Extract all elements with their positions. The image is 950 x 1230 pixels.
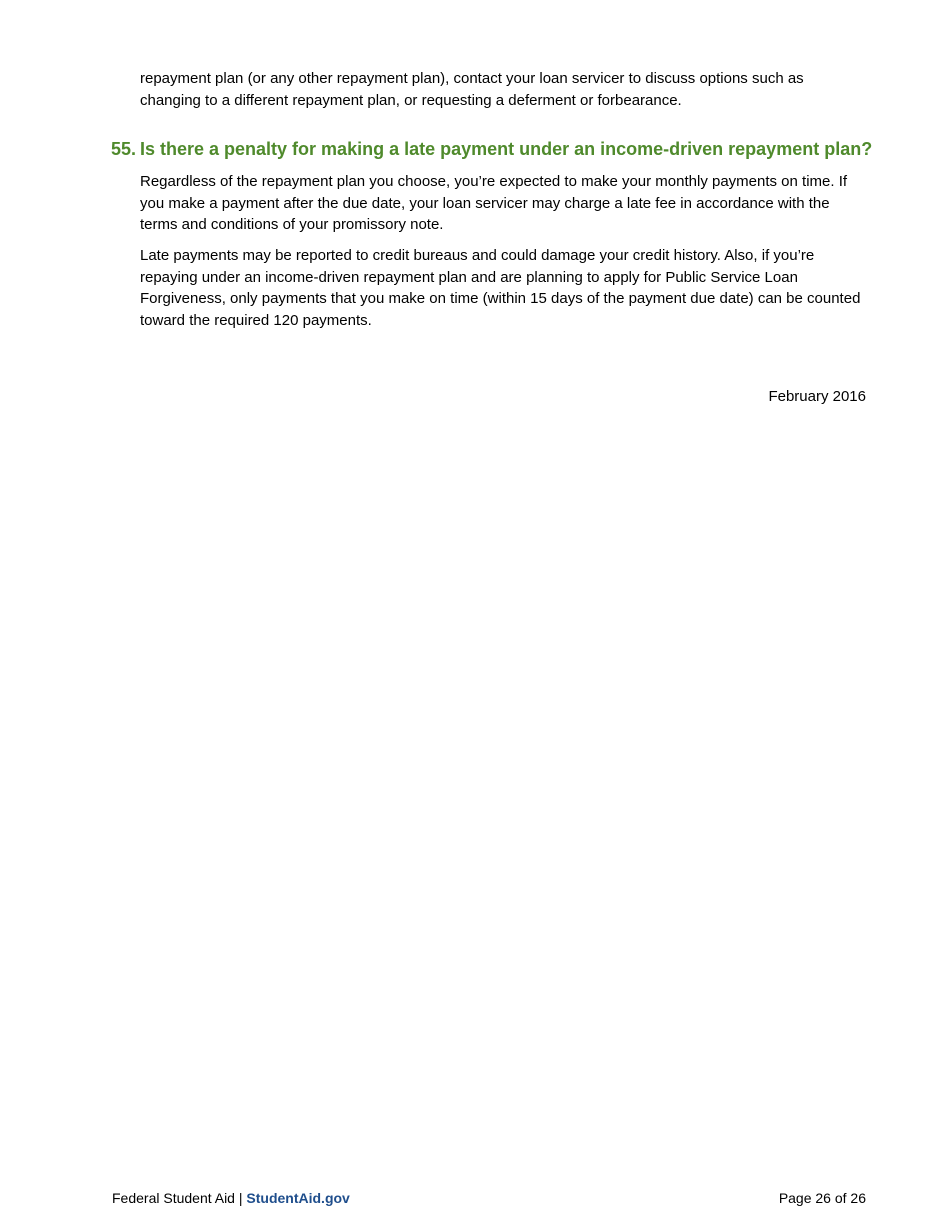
page-number: Page 26 of 26 [778,1190,866,1206]
answer-paragraph: Regardless of the repayment plan you choose, you’re expected to make your monthly payments on time. If you make a payment after the due date, your loan servicer may charge a late fee in accordance with the terms and conditions of your promissory note. [140,173,848,233]
question-heading [111,137,871,161]
page-footer [112,1188,866,1208]
studentaid-link[interactable]: StudentAid.gov [246,1190,350,1206]
footer-separator: | [234,1190,247,1206]
question-number: 55. [111,139,137,159]
footer-org: Federal Student Aid [112,1190,235,1206]
continued-paragraph: repayment plan (or any other repayment plan), contact your loan servicer to discuss options such as changing to a different repayment plan, or requesting a deferment or forbearance. [140,70,804,109]
answer-paragraph: Late payments may be reported to credit bureaus and could damage your credit history. Also, if you’re repaying under an income-driven repayment plan and are planning to apply for Public Service Loan Forgiveness, only payments that you make on time (within 15 days of the payment due date) can be counted toward the required 120 payments. [140,247,861,329]
footer-left [112,1188,350,1208]
question-title: Is there a penalty for making a late payment under an income-driven repayment plan? [140,139,873,159]
document-date: February 2016 [768,388,866,405]
